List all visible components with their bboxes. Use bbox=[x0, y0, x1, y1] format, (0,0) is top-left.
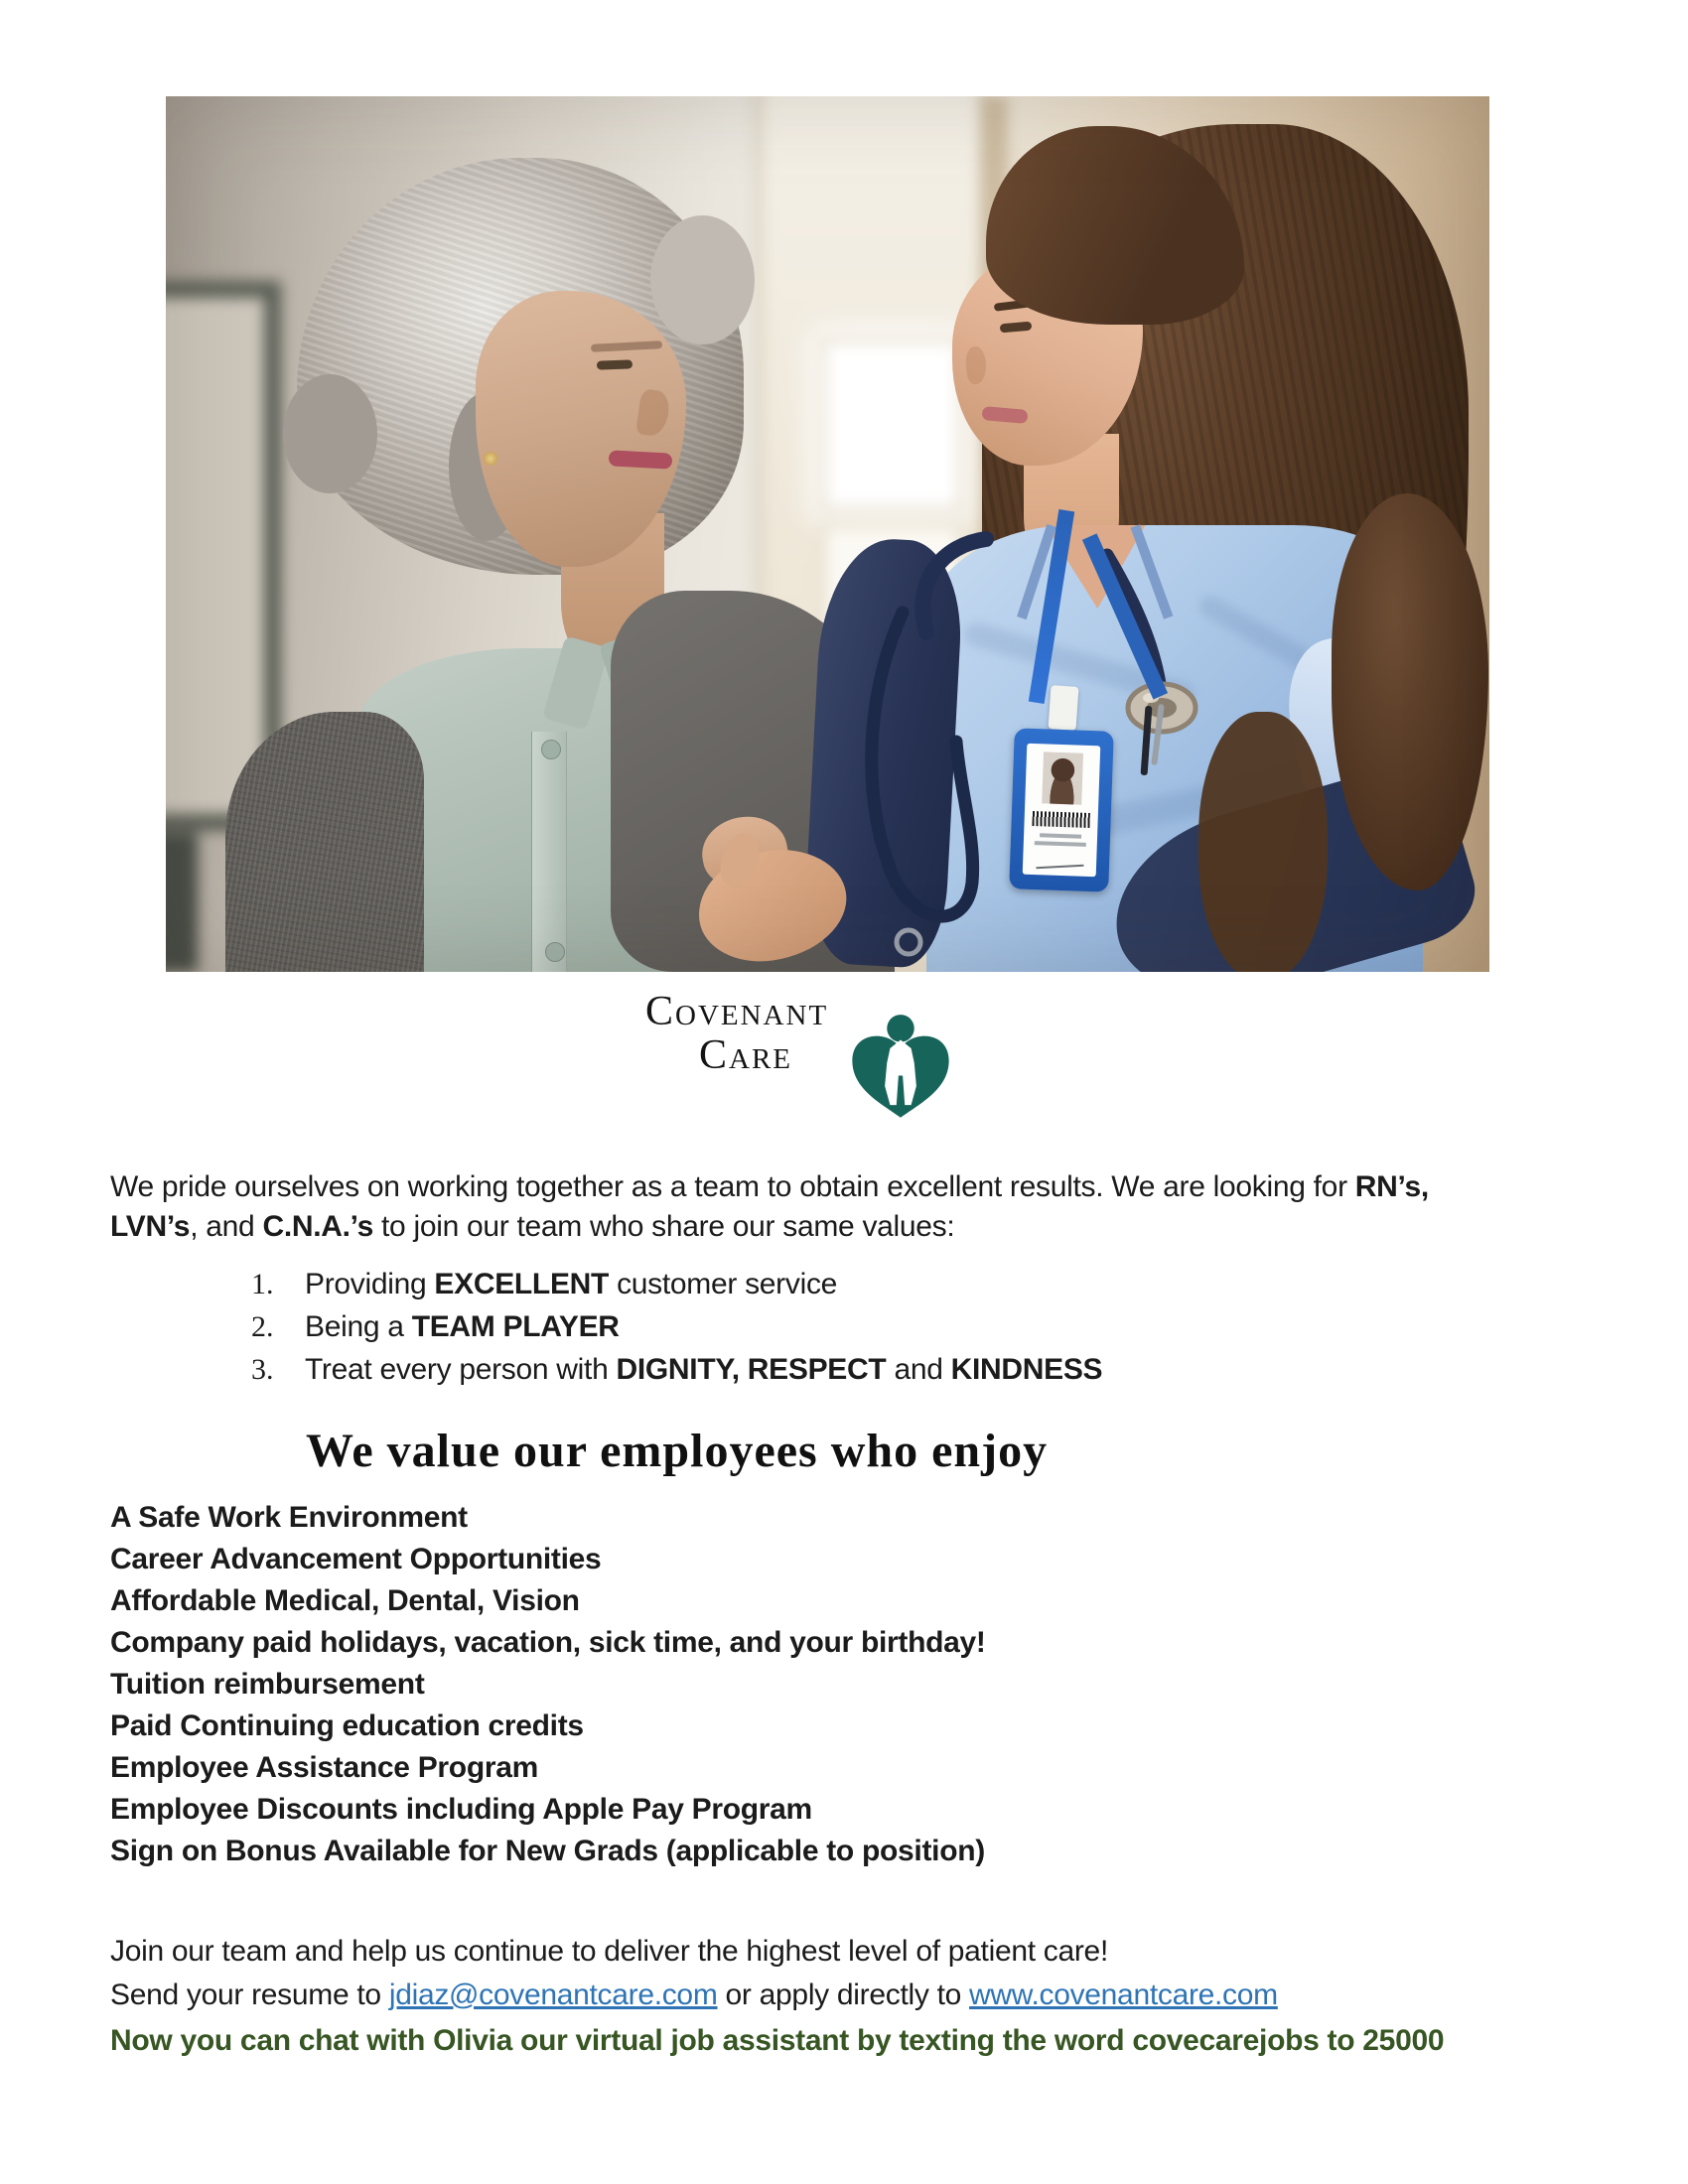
list-item-text: Providing EXCELLENT customer service bbox=[305, 1268, 838, 1300]
shirt-button-placket bbox=[531, 732, 567, 972]
values-list bbox=[251, 1263, 1102, 1391]
website-link[interactable]: www.covenantcare.com bbox=[969, 1979, 1278, 2011]
closing-join-line: Join our team and help us continue to deliver the highest level of patient care! bbox=[110, 1935, 1108, 1968]
intro-paragraph bbox=[110, 1167, 1560, 1247]
elderly-woman-lips bbox=[609, 450, 673, 469]
list-number: 3. bbox=[251, 1353, 274, 1386]
intro-bold-rns: RN’s, bbox=[1354, 1170, 1429, 1203]
logo-line2-initial: C bbox=[699, 1032, 730, 1078]
benefit-item: Sign on Bonus Available for New Grads (applicable to position) bbox=[110, 1835, 985, 1867]
logo-line1-rest: OVENANT bbox=[675, 1000, 829, 1031]
benefit-item: Employee Assistance Program bbox=[110, 1751, 538, 1784]
logo-line2-rest: ARE bbox=[729, 1043, 793, 1075]
shirt-button bbox=[541, 740, 561, 759]
list-item-text: Being a TEAM PLAYER bbox=[305, 1310, 620, 1343]
intro-bold-cnas: C.N.A.’s bbox=[262, 1210, 373, 1243]
covenant-care-logo bbox=[645, 991, 965, 1122]
id-badge-text-line bbox=[1040, 833, 1081, 838]
chat-assistant-line: Now you can chat with Olivia our virtual job assistant by texting the word covecarejobs to 25000 bbox=[110, 2024, 1445, 2057]
list-item bbox=[251, 1348, 1102, 1391]
benefit-item: Employee Discounts including Apple Pay Program bbox=[110, 1793, 812, 1826]
apply-text: Send your resume to bbox=[110, 1979, 389, 2011]
hero-photo bbox=[166, 96, 1489, 972]
wall-picture-frame-lower bbox=[166, 833, 198, 972]
benefit-item: Tuition reimbursement bbox=[110, 1668, 425, 1701]
covenant-care-wordmark bbox=[645, 991, 828, 1076]
elderly-woman-eye bbox=[597, 359, 633, 369]
door-window-pane-top bbox=[821, 339, 962, 511]
shirt-button bbox=[545, 942, 565, 962]
logo-line1-initial: C bbox=[645, 989, 676, 1034]
id-badge-signature bbox=[1036, 855, 1084, 869]
lanyard-clip bbox=[1048, 685, 1078, 731]
id-badge-card bbox=[1023, 744, 1101, 878]
id-badge-portrait bbox=[1042, 751, 1083, 804]
benefit-item: Paid Continuing education credits bbox=[110, 1709, 584, 1742]
intro-bold-lvns: LVN’s bbox=[110, 1210, 191, 1243]
intro-text: , and bbox=[190, 1210, 263, 1243]
list-item-text: Treat every person with DIGNITY, RESPECT and KINDNESS bbox=[305, 1353, 1103, 1386]
benefit-item: Career Advancement Opportunities bbox=[110, 1543, 602, 1575]
elderly-woman-cardigan-left bbox=[225, 712, 424, 972]
id-badge-text-line bbox=[1035, 841, 1086, 847]
heart-person-icon bbox=[836, 1013, 965, 1122]
list-number: 1. bbox=[251, 1268, 274, 1300]
benefits-list bbox=[110, 1497, 1560, 1872]
intro-text: We pride ourselves on working together as a team to obtain excellent results. We are looking for bbox=[110, 1170, 1355, 1203]
elderly-woman-earring bbox=[484, 452, 497, 466]
list-item bbox=[251, 1263, 1102, 1305]
list-number: 2. bbox=[251, 1310, 274, 1343]
closing-apply-line bbox=[110, 1976, 1560, 2015]
section-heading: We value our employees who enjoy bbox=[306, 1425, 1049, 1477]
id-badge bbox=[1009, 728, 1114, 891]
benefit-item: Company paid holidays, vacation, sick time, and your birthday! bbox=[110, 1626, 986, 1659]
email-link[interactable]: jdiaz@covenantcare.com bbox=[388, 1979, 718, 2011]
intro-text: to join our team who share our same values: bbox=[372, 1210, 955, 1243]
benefit-item: A Safe Work Environment bbox=[110, 1501, 468, 1534]
benefit-item: Affordable Medical, Dental, Vision bbox=[110, 1584, 580, 1617]
elderly-woman-hair-curl bbox=[283, 374, 377, 493]
apply-text: or apply directly to bbox=[717, 1979, 970, 2011]
id-badge-barcode bbox=[1032, 811, 1089, 828]
elderly-woman-hair-curl bbox=[650, 215, 755, 344]
list-item bbox=[251, 1305, 1102, 1348]
nurse-hair-curl bbox=[1198, 712, 1328, 972]
